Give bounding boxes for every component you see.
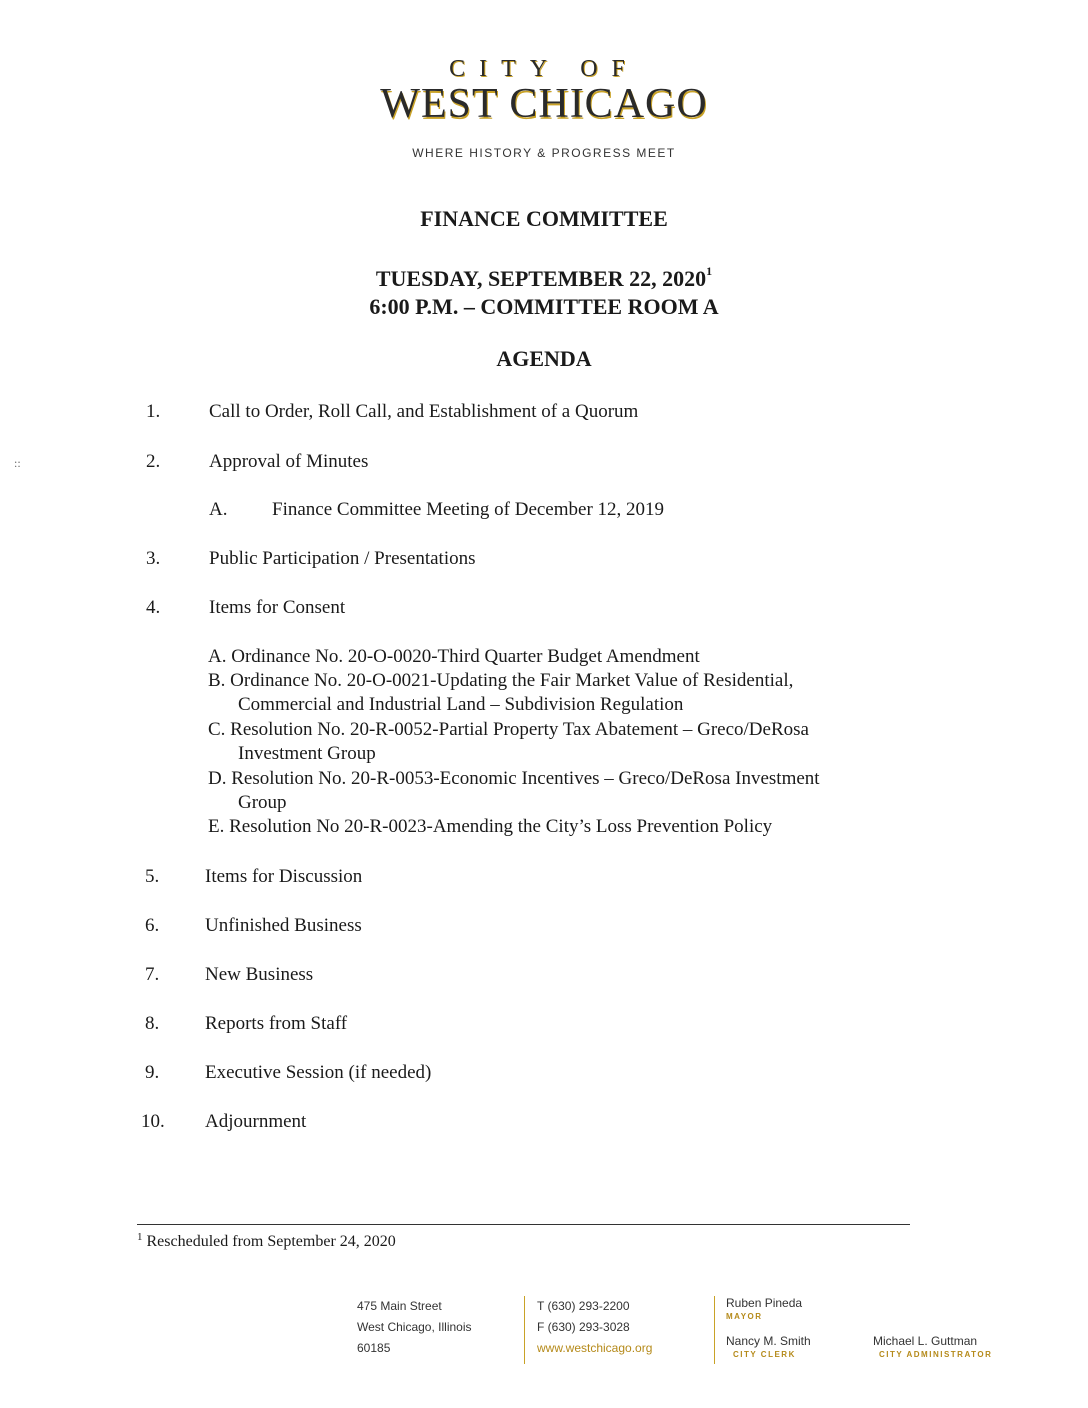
footnote-rule [137, 1224, 910, 1225]
item-number: 8. [145, 1013, 160, 1034]
meeting-date [0, 266, 1088, 292]
admin-title: CITY ADMINISTRATOR [879, 1350, 993, 1359]
footer-address [357, 1296, 472, 1359]
consent-item-c: C. Resolution No. 20-R-0052-Partial Property Tax Abatement – Greco/DeRosa [208, 719, 809, 740]
phone-number: T (630) 293-2200 [537, 1299, 630, 1313]
footer-officials [726, 1296, 811, 1362]
footer-administrator [873, 1334, 992, 1362]
agenda-item: Items for Discussion [205, 866, 363, 887]
website-link[interactable]: www.westchicago.org [537, 1341, 653, 1355]
address-line: 60185 [357, 1341, 391, 1355]
agenda-sub-item: Finance Committee Meeting of December 12, 2019 [272, 499, 665, 520]
footnote-text: Rescheduled from September 24, 2020 [146, 1233, 396, 1250]
agenda-item: New Business [205, 964, 314, 985]
footnote [137, 1233, 396, 1251]
consent-item-a: A. Ordinance No. 20-O-0020-Third Quarter Budget Amendment [208, 646, 700, 667]
consent-item-c-cont: Investment Group [238, 743, 376, 764]
agenda-item: Unfinished Business [205, 915, 362, 936]
footer-divider [524, 1296, 525, 1364]
sub-item-letter: A. [209, 499, 228, 520]
agenda-item: Reports from Staff [205, 1013, 348, 1034]
consent-item-b: B. Ordinance No. 20-O-0021-Updating the Fair Market Value of Residential, [208, 670, 794, 691]
item-number: 2. [146, 451, 161, 472]
item-number: 10. [141, 1111, 165, 1132]
item-number: 7. [145, 964, 160, 985]
clerk-name: Nancy M. Smith [726, 1334, 811, 1348]
mayor-name: Ruben Pineda [726, 1296, 803, 1310]
agenda-item: Adjournment [205, 1111, 307, 1132]
logo-city-name: WEST CHICAGO [380, 81, 708, 127]
scan-mark: :: [14, 456, 21, 470]
agenda-item: Call to Order, Roll Call, and Establishment of a Quorum [209, 401, 639, 422]
footnote-ref: 1 [706, 264, 713, 278]
footnote-marker: 1 [137, 1231, 143, 1243]
admin-name: Michael L. Guttman [873, 1334, 978, 1348]
address-line: 475 Main Street [357, 1299, 442, 1313]
consent-item-d: D. Resolution No. 20-R-0053-Economic Incentives – Greco/DeRosa Investment [208, 768, 820, 789]
item-number: 1. [146, 401, 161, 422]
logo-city-of: CITY OF [449, 56, 639, 82]
tagline: WHERE HISTORY & PROGRESS MEET [412, 146, 676, 160]
fax-number: F (630) 293-3028 [537, 1320, 630, 1334]
consent-item-d-cont: Group [238, 792, 287, 813]
agenda-item: Public Participation / Presentations [209, 548, 476, 569]
agenda-item: Executive Session (if needed) [205, 1062, 432, 1083]
footer-divider [714, 1296, 715, 1364]
item-number: 5. [145, 866, 160, 887]
item-number: 6. [145, 915, 160, 936]
item-number: 9. [145, 1062, 160, 1083]
agenda-item: Approval of Minutes [209, 451, 369, 472]
item-number: 3. [146, 548, 161, 569]
consent-item-b-cont: Commercial and Industrial Land – Subdivision Regulation [238, 694, 684, 715]
meeting-time-location: 6:00 P.M. – COMMITTEE ROOM A [369, 294, 719, 319]
footer-contact [537, 1296, 652, 1359]
clerk-title: CITY CLERK [733, 1350, 796, 1359]
consent-item-e: E. Resolution No 20-R-0023-Amending the City’s Loss Prevention Policy [208, 816, 773, 837]
address-line: West Chicago, Illinois [357, 1320, 472, 1334]
meeting-date-text: TUESDAY, SEPTEMBER 22, 2020 [375, 266, 707, 291]
committee-title: FINANCE COMMITTEE [420, 206, 668, 231]
agenda-item: Items for Consent [209, 597, 346, 618]
item-number: 4. [146, 597, 161, 618]
agenda-title: AGENDA [496, 346, 592, 371]
mayor-title: MAYOR [726, 1312, 763, 1321]
